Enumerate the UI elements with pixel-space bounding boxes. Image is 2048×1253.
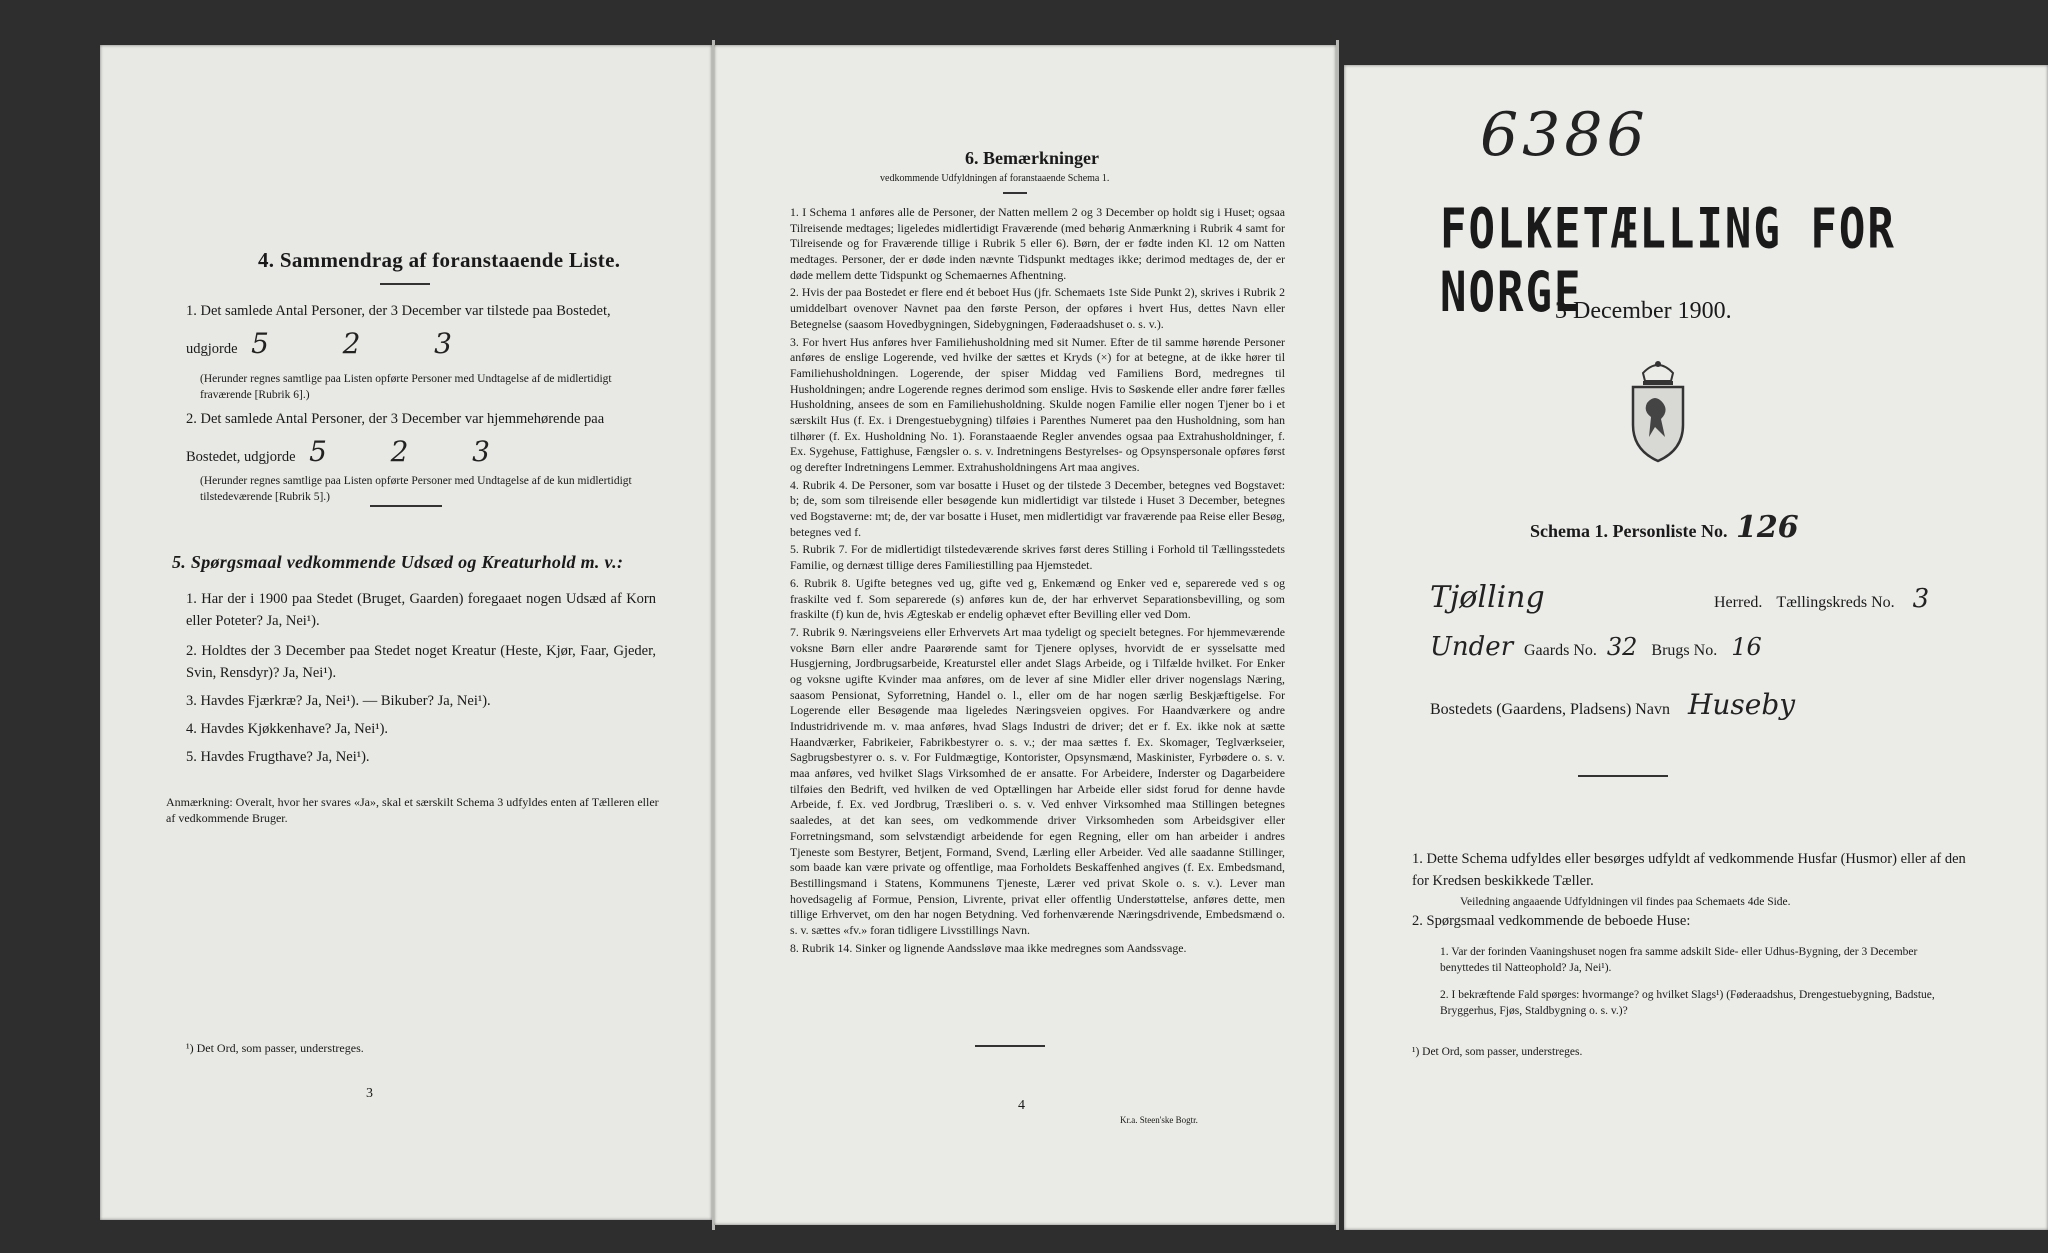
house-question-2: 2. I bekræftende Fald spørges: hvormange? og hvilket Slags¹) (Føderaadshus, Drengestuebygning, Badstue, Bryggerhus, Fjøs, Staldbygning o. s. v.)?	[1440, 989, 1935, 1017]
item2-text: 2. Det samlede Antal Personer, der 3 December var hjemmehørende paa	[186, 411, 605, 427]
item2-note: (Herunder regnes samtlige paa Listen opførte Personer med Undtagelse af de kun midlertidigt tilstedeværende [Rubrik 5].)	[200, 475, 632, 503]
herred-line	[1430, 580, 1990, 615]
section5-title: 5. Spørgsmaal vedkommende Udsæd og Kreaturhold m. v.:	[172, 552, 624, 572]
item1-value-c: 3	[434, 327, 452, 361]
remark-1: 1. I Schema 1 anføres alle de Personer, der Natten mellem 2 og 3 December op holdt sig i Huset; ogsaa Tilreisende medtages; ligeledes midlertidigt Fraværende (med behørig Anmærkning i Rubrik 4 samt for Tilreisende og for Fraværende tillige i Rubrik 5 eller 6). Børn, der er fødte inden Kl. 12 om Natten medtages. Personer, der er døde inden nævnte Tidspunkt medtages ikke; derimod medtages de, der er døde mellem dette Tidspunkt og Schemaernes Afhentning.	[790, 205, 1285, 282]
remark-4: 4. Rubrik 4. De Personer, som var bosatte i Huset og der tilstede 3 December, betegnes ved Bogstavet: b; de, som som tilreisende eller besøgende kun midlertidigt var tilstede i Huset 3 December, betegnes ved Bogstaverne: mt; de, der var bosatte i Huset, men midlertidigt var fraværende paa Reise eller Besøg, betegnes ved f.	[790, 477, 1285, 539]
remarks-list	[790, 205, 1285, 958]
archive-number: 6386	[1480, 100, 1649, 170]
census-date: 3 December 1900.	[1555, 298, 1732, 324]
middle-page-number: 4	[1018, 1098, 1025, 1113]
printer-mark: Kr.a. Steen'ske Bogtr.	[1120, 1115, 1198, 1125]
q2: 2. Holdtes der 3 December paa Stedet noget Kreatur (Heste, Kjør, Faar, Gjeder, Svin, Rensdyr)? Ja, Nei¹).	[186, 643, 656, 682]
schema-line	[1530, 510, 1799, 545]
kreds-label: Tællingskreds No.	[1776, 594, 1895, 611]
item1-value-a: 5	[251, 327, 269, 361]
item2-value-b: 2	[390, 435, 409, 469]
remarks-subtitle: vedkommende Udfyldningen af foranstaaende Schema 1.	[880, 173, 1110, 184]
item2	[186, 408, 656, 474]
page-fold-right	[1336, 40, 1339, 1230]
kreds-value: 3	[1912, 584, 1930, 614]
coat-of-arms-icon	[1625, 355, 1691, 465]
item1	[186, 300, 656, 366]
left-page-number: 3	[366, 1086, 373, 1101]
q4: 4. Havdes Kjøkkenhave? Ja, Nei¹).	[186, 721, 389, 737]
item2-prefix: Bostedet, udgjorde	[186, 449, 296, 466]
house-question-1: 1. Var der forinden Vaaningshuset nogen fra samme adskilt Side- eller Udhus-Bygning, der 3 December benyttedes til Natteophold? Ja, Nei¹).	[1440, 946, 1918, 974]
q5: 5. Havdes Frugthave? Ja, Nei¹).	[186, 749, 370, 765]
q3: 3. Havdes Fjærkræ? Ja, Nei¹). — Bikuber? Ja, Nei¹).	[186, 693, 491, 709]
schema-label: Schema 1. Personliste No.	[1530, 521, 1728, 541]
right-divider	[1578, 775, 1668, 777]
item1-text: 1. Det samlede Antal Personer, der 3 December var tilstede paa Bostedet,	[186, 303, 611, 319]
item2-value-c: 3	[472, 435, 490, 469]
remarks-title: 6. Bemærkninger	[965, 148, 1099, 168]
item2-value-a: 5	[309, 435, 327, 469]
census-title: FOLKETÆLLING FOR NORGE	[1440, 197, 1896, 325]
bosted-label: Bostedets (Gaardens, Pladsens) Navn	[1430, 701, 1670, 718]
schema-number: 126	[1735, 510, 1799, 545]
right-footnote: ¹) Det Ord, som passer, understreges.	[1412, 1046, 1583, 1058]
remark-8: 8. Rubrik 14. Sinker og lignende Aandssløve maa ikke medregnes som Aandssvage.	[790, 940, 1187, 955]
item1-note: (Herunder regnes samtlige paa Listen opførte Personer med Undtagelse af de midlertidigt fraværende [Rubrik 6].)	[200, 373, 612, 401]
remark-6: 6. Rubrik 8. Ugifte betegnes ved ug, gifte ved g, Enkemænd og Enker ved e, separerede ved s og fraskilte ved f. Som separerede (s) anføres kun de, der har erhvervet Separationsbevilling, og som fraskilte (f) kun de, hvis Ægteskab er endelig ophævet efter Bevilling eller ved Dom.	[790, 575, 1285, 622]
q1: 1. Har der i 1900 paa Stedet (Bruget, Gaarden) foregaaet nogen Udsæd af Korn eller Poteter? Ja, Nei¹).	[186, 591, 656, 630]
item1-value-b: 2	[342, 327, 361, 361]
bosted-value: Huseby	[1687, 688, 1796, 721]
remark-7: 7. Rubrik 9. Næringsveiens eller Erhvervets Art maa tydeligt og specielt betegnes. For hjemmeværende voksne Børn eller andre Paarørende samt for Tjenere oplyses, hvorvidt de er sysselsatte med Husgjerning, Jordbrugsarbeide, Kreaturstel eller andet Slags Arbeide, og i Tilfælde hvilket. For Enker og voksne ugifte Kvinder maa anføres, om de lever af sine Midler eller driver nogenslags Næring, saasom Pensionat, Syforretning, Handel o. l., eller om de har nogen særlig Beskjæftigelse. For Logerende eller Besøgende maa ligeledes Næringsveien opgives. For Haandværkere og andre Industridrivende m. v. maa anføres, hvad Slags Industri de driver; det er f. Ex. ikke nok at sætte Haandværker, Fabrikeier, Fabrikbestyrer o. s. v.; der maa sættes f. Ex. Skomager, Teglværkseier, Sagbrugsbestyrer o. s. v. For Fuldmægtige, Kontorister, Opsynsmænd, Maskinister, Fyrbødere o. s. v. maa anføres, ved hvilket Slags Virksomhed de er ansatte. For Arbeidere, Inderster og Dagarbeidere tilføies den Bedrift, ved hvilken de ved Optællingen har Arbeide eller sidst forud for denne havde Arbeide, f. Ex. ved Jordbrug, Træsliberi o. s. v. Ved enhver Virksomhed maa Stillingen betegnes saaledes, at det kan sees, om vedkommende driver Virksomheden som Arbeidsgiver eller Forretningsmand, som selvstændigt arbeidende for egen Regning, eller om han arbeider i andres Tjeneste som Bestyrer, Betjent, Formand, Svend, Lærling eller Arbeider. Ved alle saadanne Stillinger, som baade kan være private og offentlige, maa Forholdets Beskaffenhed angives (f. Ex. Embedsmand, Bestillingsmand i Statens, Kommunens Tjeneste, Lærer ved privat Skole o. s. v.). Lever man hovedsagelig af Formue, Pension, Livrente, privat eller offentlig Understøttelse, anføres dette, men tillige Erhvervet, om den har nogen Betydning. Ved forhenværende Næringsdrivende, Embedsmænd o. s. v. sættes «fv.» foran tidligere Livsstillings Navn.	[790, 624, 1285, 937]
remark-5: 5. Rubrik 7. For de midlertidigt tilstedeværende skrives først deres Stilling i Forhold til Tællingsstedets Familie, og dernæst tillige deres Familiestilling paa Hjemstedet.	[790, 542, 1285, 573]
middle-divider	[975, 1045, 1045, 1047]
bosted-line	[1430, 688, 1990, 721]
gaard-no: 32	[1606, 633, 1638, 661]
herred-value: Tjølling	[1430, 580, 1545, 615]
instruction-1-note: Veiledning angaaende Udfyldningen vil findes paa Schemaets 4de Side.	[1460, 896, 1791, 908]
item1-prefix: udgjorde	[186, 341, 238, 358]
remark-2: 2. Hvis der paa Bostedet er flere end ét beboet Hus (jfr. Schemaets 1ste Side Punkt 2), skrives i Rubrik 2 umiddelbart ovenover Navnet paa den første Person, der opføres i hvert Hus, dettes Navn eller Betegnelse (saasom Hovedbygningen, Sidebygningen, Føderaadshuset o. s. v.).	[790, 285, 1285, 331]
gaard-line	[1430, 632, 1990, 662]
brugs-no: 16	[1731, 633, 1762, 661]
remarks-rule	[1003, 192, 1027, 194]
brugs-label: Brugs No.	[1651, 642, 1718, 659]
gaard-label: Gaards No.	[1524, 642, 1597, 659]
title-underline	[380, 283, 430, 285]
instruction-1: 1. Dette Schema udfyldes eller besørges udfyldt af vedkommende Husfar (Husmor) eller af den for Kredsen beskikkede Tæller.	[1412, 851, 1966, 890]
divider	[370, 505, 442, 507]
left-footnote: ¹) Det Ord, som passer, understreges.	[186, 1041, 364, 1055]
remark-3: 3. For hvert Hus anføres hver Familiehusholdning med sit Numer. Efter de til samme hørende Personer anføres de enslige Logerende, ved hvilke der sættes et Kryds (×) for at betegne, at de ikke hører til Familiehusholdningen. Logerende, der spiser Middag ved Familiens Bord, medregnes til Husholdningen; andre Logerende regnes derimod som enslige. Hvis to Søskende eller andre fører fælles Husholdning, ansees de som en Familiehusholdning. Skulde nogen Familie eller nogen Tjener bo i et særskilt Hus (f. Ex. i Drengestuebygning) tilføies i Parenthes Numeret paa den Husholdning, som han tilhører (f. Ex. Husholdning No. 1). Foranstaaende Regler anvendes ogsaa paa Extrahusholdninger, f. Ex. Sygehuse, Fattighuse, Fængsler o. s. v. Indretningens Bestyrelses- og Opsynspersonale opføres først og derefter Indretningens Lemmer. Extrahusholdningens Art maa angives.	[790, 334, 1285, 474]
anmerkning: Anmærkning: Overalt, hvor her svares «Ja», skal et særskilt Schema 3 udfyldes enten af Tælleren eller af vedkommende Bruger.	[166, 795, 659, 826]
section4-title: 4. Sammendrag af foranstaaende Liste.	[258, 248, 621, 272]
instruction-2: 2. Spørgsmaal vedkommende de beboede Huse:	[1412, 913, 1691, 929]
herred-label: Herred.	[1714, 594, 1763, 611]
gaard-value: Under	[1430, 632, 1514, 662]
